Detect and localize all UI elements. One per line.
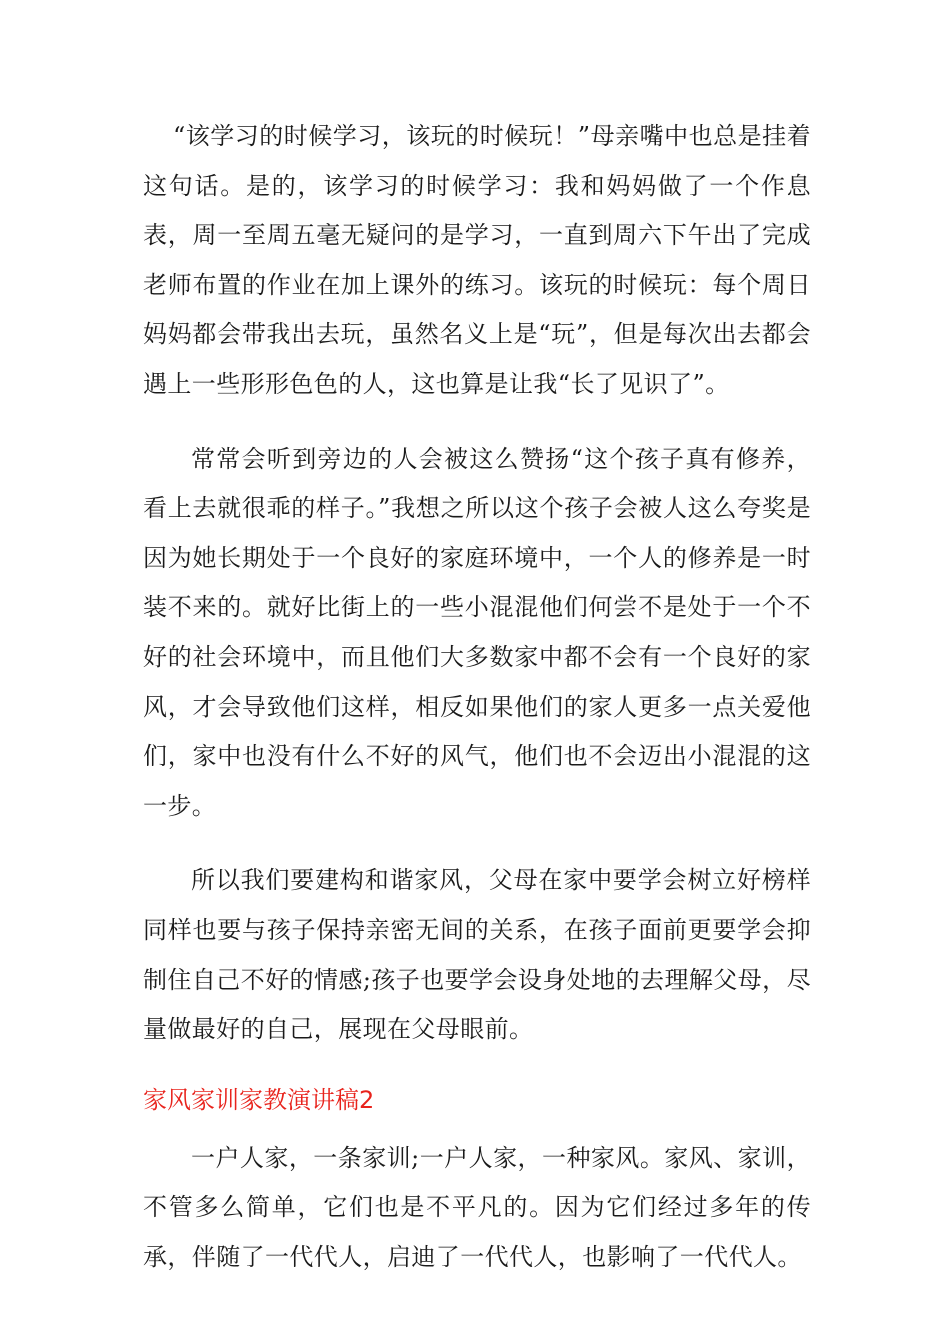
paragraph: 一户人家，一条家训;一户人家，一种家风。家风、家训，不管多么简单，它们也是不平凡的。因为它们经过多年的传承，伴随了一代代人，启迪了一代代人，也影响了一代代人。 — [143, 1143, 811, 1271]
paragraph: 常常会听到旁边的人会被这么赞扬“这个孩子真有修养，看上去就很乖的样子。”我想之所以这个孩子会被人这么夸奖是因为她长期处于一个良好的家庭环境中，一个人的修养是一时装不来的。就好比街上的一些小混混他们何尝不是处于一个不好的社会环境中，而且他们大多数家中都不会有一个良好的家风，才会导致他们这样，相反如果他们的家人更多一点关爱他们，家中也没有什么不好的风气，他们也不会迈出小混混的这一步。 — [143, 444, 811, 820]
paragraph: “该学习的时候学习，该玩的时候玩！”母亲嘴中也总是挂着这句话。是的，该学习的时候学习：我和妈妈做了一个作息表，周一至周五毫无疑问的是学习，一直到周六下午出了完成老师布置的作业在加上课外的练习。该玩的时候玩：每个周日妈妈都会带我出去玩，虽然名义上是“玩”，但是每次出去都会遇上一些形形色色的人，这也算是让我“长了见识了”。 — [143, 122, 811, 398]
document-body — [143, 112, 811, 1307]
paragraph: 所以我们要建构和谐家风，父母在家中要学会树立好榜样同样也要与孩子保持亲密无间的关系，在孩子面前更要学会抑制住自己不好的情感;孩子也要学会设身处地的去理解父母，尽量做最好的自己，展现在父母眼前。 — [143, 866, 811, 1044]
section-heading: 家风家训家教演讲稿2 — [143, 1085, 375, 1114]
